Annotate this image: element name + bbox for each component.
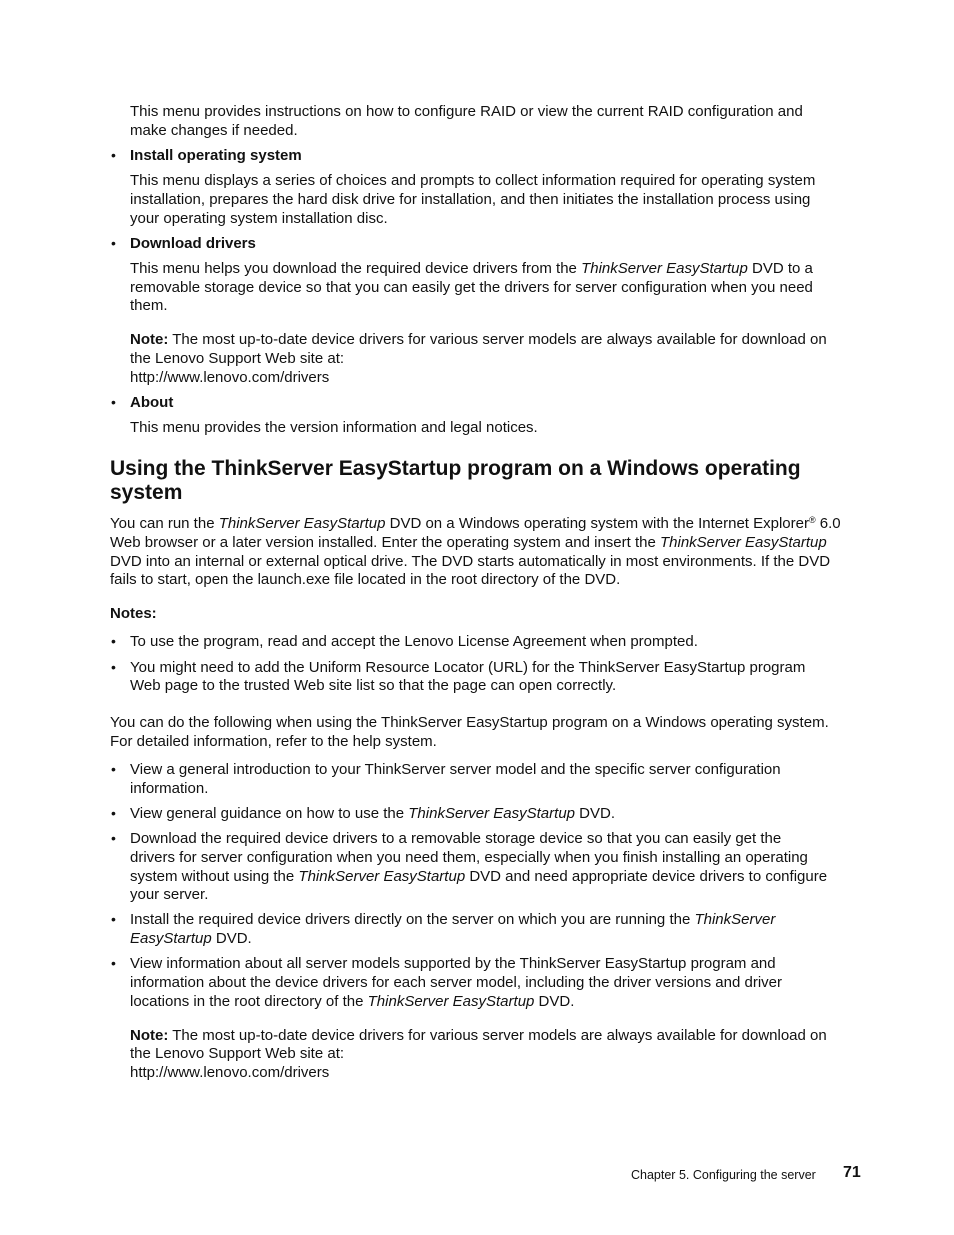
bullet: • [111,911,116,927]
download-title: Download drivers [130,235,256,252]
notes-item-2-line-2: Web page to the trusted Web site list so that the page can open correctly. [130,677,617,694]
task-3-line-3: system without using the ThinkServer EasyStartup DVD and need appropriate device drivers to configure [130,868,828,885]
bullet: • [111,394,116,410]
task-3-line-1: Download the required device drivers to a removable storage device so that you can easily get the [130,830,782,847]
task-5-line-1: View information about all server models supported by the ThinkServer EasyStartup program and [130,955,776,972]
task-4-line-2: EasyStartup DVD. [130,930,252,947]
bullet: • [111,805,116,821]
task-5-line-3: locations in the root directory of the ThinkServer EasyStartup DVD. [130,993,575,1010]
intro-line-2: Web browser or a later version installed. Enter the operating system and insert the ThinkServer EasyStartup [110,534,827,551]
bullet: • [111,235,116,251]
bullet: • [111,830,116,846]
download-desc-line-2: removable storage device so that you can easily get the drivers for server configuration when you need [130,279,813,296]
raid-desc-line-1: This menu provides instructions on how to configure RAID or view the current RAID configuration and [130,103,803,120]
do-following-line-2: For detailed information, refer to the help system. [110,733,437,750]
note-1-url[interactable]: http://www.lenovo.com/drivers [130,369,330,386]
task-1-line-2: information. [130,780,209,797]
task-3-line-2: drivers for server configuration when you need them, especially when you finish installing an operating [130,849,808,866]
note-2-url[interactable]: http://www.lenovo.com/drivers [130,1064,330,1081]
section-heading-line-1: Using the ThinkServer EasyStartup program on a Windows operating [110,457,801,480]
about-title: About [130,394,174,411]
section-heading-line-2: system [110,481,183,504]
bullet: • [111,659,116,675]
install-desc-line-2: installation, prepares the hard disk drive for installation, and then initiates the installation process using [130,191,811,208]
note-1-line-1: Note: The most up-to-date device drivers for various server models are always available for download on [130,331,827,348]
task-2: View general guidance on how to use the ThinkServer EasyStartup DVD. [130,805,616,822]
raid-desc-line-2: make changes if needed. [130,122,298,139]
note-label: Note: [130,1027,169,1044]
footer-chapter: Chapter 5. Configuring the server [631,1168,816,1182]
bullet: • [111,761,116,777]
download-desc-line-3: them. [130,297,168,314]
task-1-line-1: View a general introduction to your ThinkServer server model and the specific server configuration [130,761,781,778]
about-desc: This menu provides the version information and legal notices. [130,419,538,436]
intro-line-4: fails to start, open the launch.exe file located in the root directory of the DVD. [110,571,621,588]
task-3-line-4: your server. [130,886,209,903]
note-2-line-1: Note: The most up-to-date device drivers for various server models are always available for download on [130,1027,827,1044]
bullet: • [111,955,116,971]
bullet: • [111,147,116,163]
install-desc-line-3: your operating system installation disc. [130,210,388,227]
install-desc-line-1: This menu displays a series of choices and prompts to collect information required for operating system [130,172,816,189]
bullet: • [111,633,116,649]
note-1-line-2: the Lenovo Support Web site at: [130,350,345,367]
notes-item-2-line-1: You might need to add the Uniform Resource Locator (URL) for the ThinkServer EasyStartup program [130,659,806,676]
do-following-line-1: You can do the following when using the ThinkServer EasyStartup program on a Windows operating system. [110,714,829,731]
intro-line-1: You can run the ThinkServer EasyStartup DVD on a Windows operating system with the Internet Explorer® 6.0 [110,515,841,532]
task-5-line-2: information about the device drivers for each server model, including the driver versions and driver [130,974,782,991]
notes-item-1: To use the program, read and accept the Lenovo License Agreement when prompted. [130,633,698,650]
task-4-line-1: Install the required device drivers directly on the server on which you are running the ThinkServer [130,911,776,928]
download-desc-line-1: This menu helps you download the required device drivers from the ThinkServer EasyStartup DVD to a [130,260,813,277]
page-number: 71 [843,1164,861,1181]
product-name: ThinkServer EasyStartup [581,260,748,277]
note-2-line-2: the Lenovo Support Web site at: [130,1045,345,1062]
note-label: Note: [130,331,169,348]
intro-line-3: DVD into an internal or external optical drive. The DVD starts automatically in most environments. If the DVD [110,553,831,570]
notes-label: Notes: [110,605,157,622]
install-title: Install operating system [130,147,302,164]
